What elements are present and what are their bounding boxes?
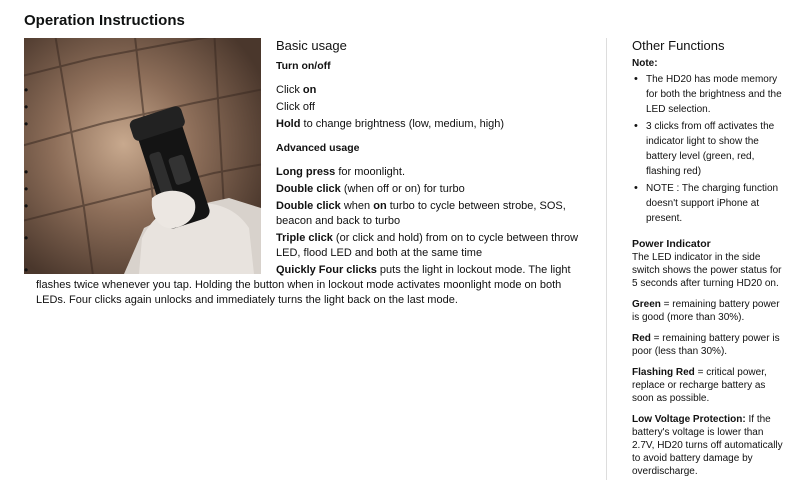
note-heading: Note: (632, 58, 658, 69)
power-indicator-heading: Power Indicator (632, 238, 711, 250)
list-item: • Quickly Four clicks puts the light in lockout mode. The light flashes twice whenever you tap. Holding the button when in lockout mode activates moonlight mode on both LEDs. Four clicks again unlocks and immediately turns the light back on the last mode. (24, 263, 584, 308)
advanced-usage-list (24, 165, 584, 308)
red-status-text: Red = remaining battery power is poor (less than 30%). (632, 333, 780, 357)
page-title: Operation Instructions (24, 12, 185, 29)
list-item: • 3 clicks from off activates the indicator light to show the battery level (green, red, flashing red) (632, 119, 788, 179)
list-item: • Double click when on turbo to cycle between strobe, SOS, beacon and back to turbo (24, 199, 584, 229)
column-divider (606, 38, 607, 480)
advanced-usage-heading: Advanced usage (276, 142, 360, 154)
turn-onoff-heading: Turn on/off (276, 60, 331, 72)
flashing-red-status-text: Flashing Red = critical power, replace or recharge battery as soon as possible. (632, 367, 767, 404)
list-item: • Double click (when off or on) for turbo (24, 182, 584, 197)
list-item: • Long press for moonlight. (24, 165, 584, 180)
power-indicator-text: The LED indicator in the side switch shows the power status for 5 seconds after turning HD20 on. (632, 252, 782, 289)
list-item: • Click off (24, 100, 584, 115)
notes-list (632, 72, 788, 226)
list-item: • Hold to change brightness (low, medium, high) (24, 117, 584, 132)
turn-onoff-list (24, 83, 584, 132)
basic-usage-section (24, 38, 584, 318)
list-item: • The HD20 has mode memory for both the brightness and the LED selection. (632, 72, 788, 117)
other-functions-title: Other Functions (632, 38, 725, 53)
basic-usage-title: Basic usage (276, 38, 347, 53)
low-voltage-protection-text: Low Voltage Protection: If the battery's voltage is lower than 2.7V, HD20 turns off automatically to avoid battery damage by overdischarge. (632, 414, 783, 477)
list-item: • NOTE : The charging function doesn't support iPhone at present. (632, 181, 788, 226)
list-item: • Triple click (or click and hold) from on to cycle between throw LED, flood LED and both at the same time (24, 231, 584, 261)
list-item: • Click on (24, 83, 584, 98)
other-functions-section (632, 38, 788, 486)
green-status-text: Green = remaining battery power is good (more than 30%). (632, 299, 780, 323)
